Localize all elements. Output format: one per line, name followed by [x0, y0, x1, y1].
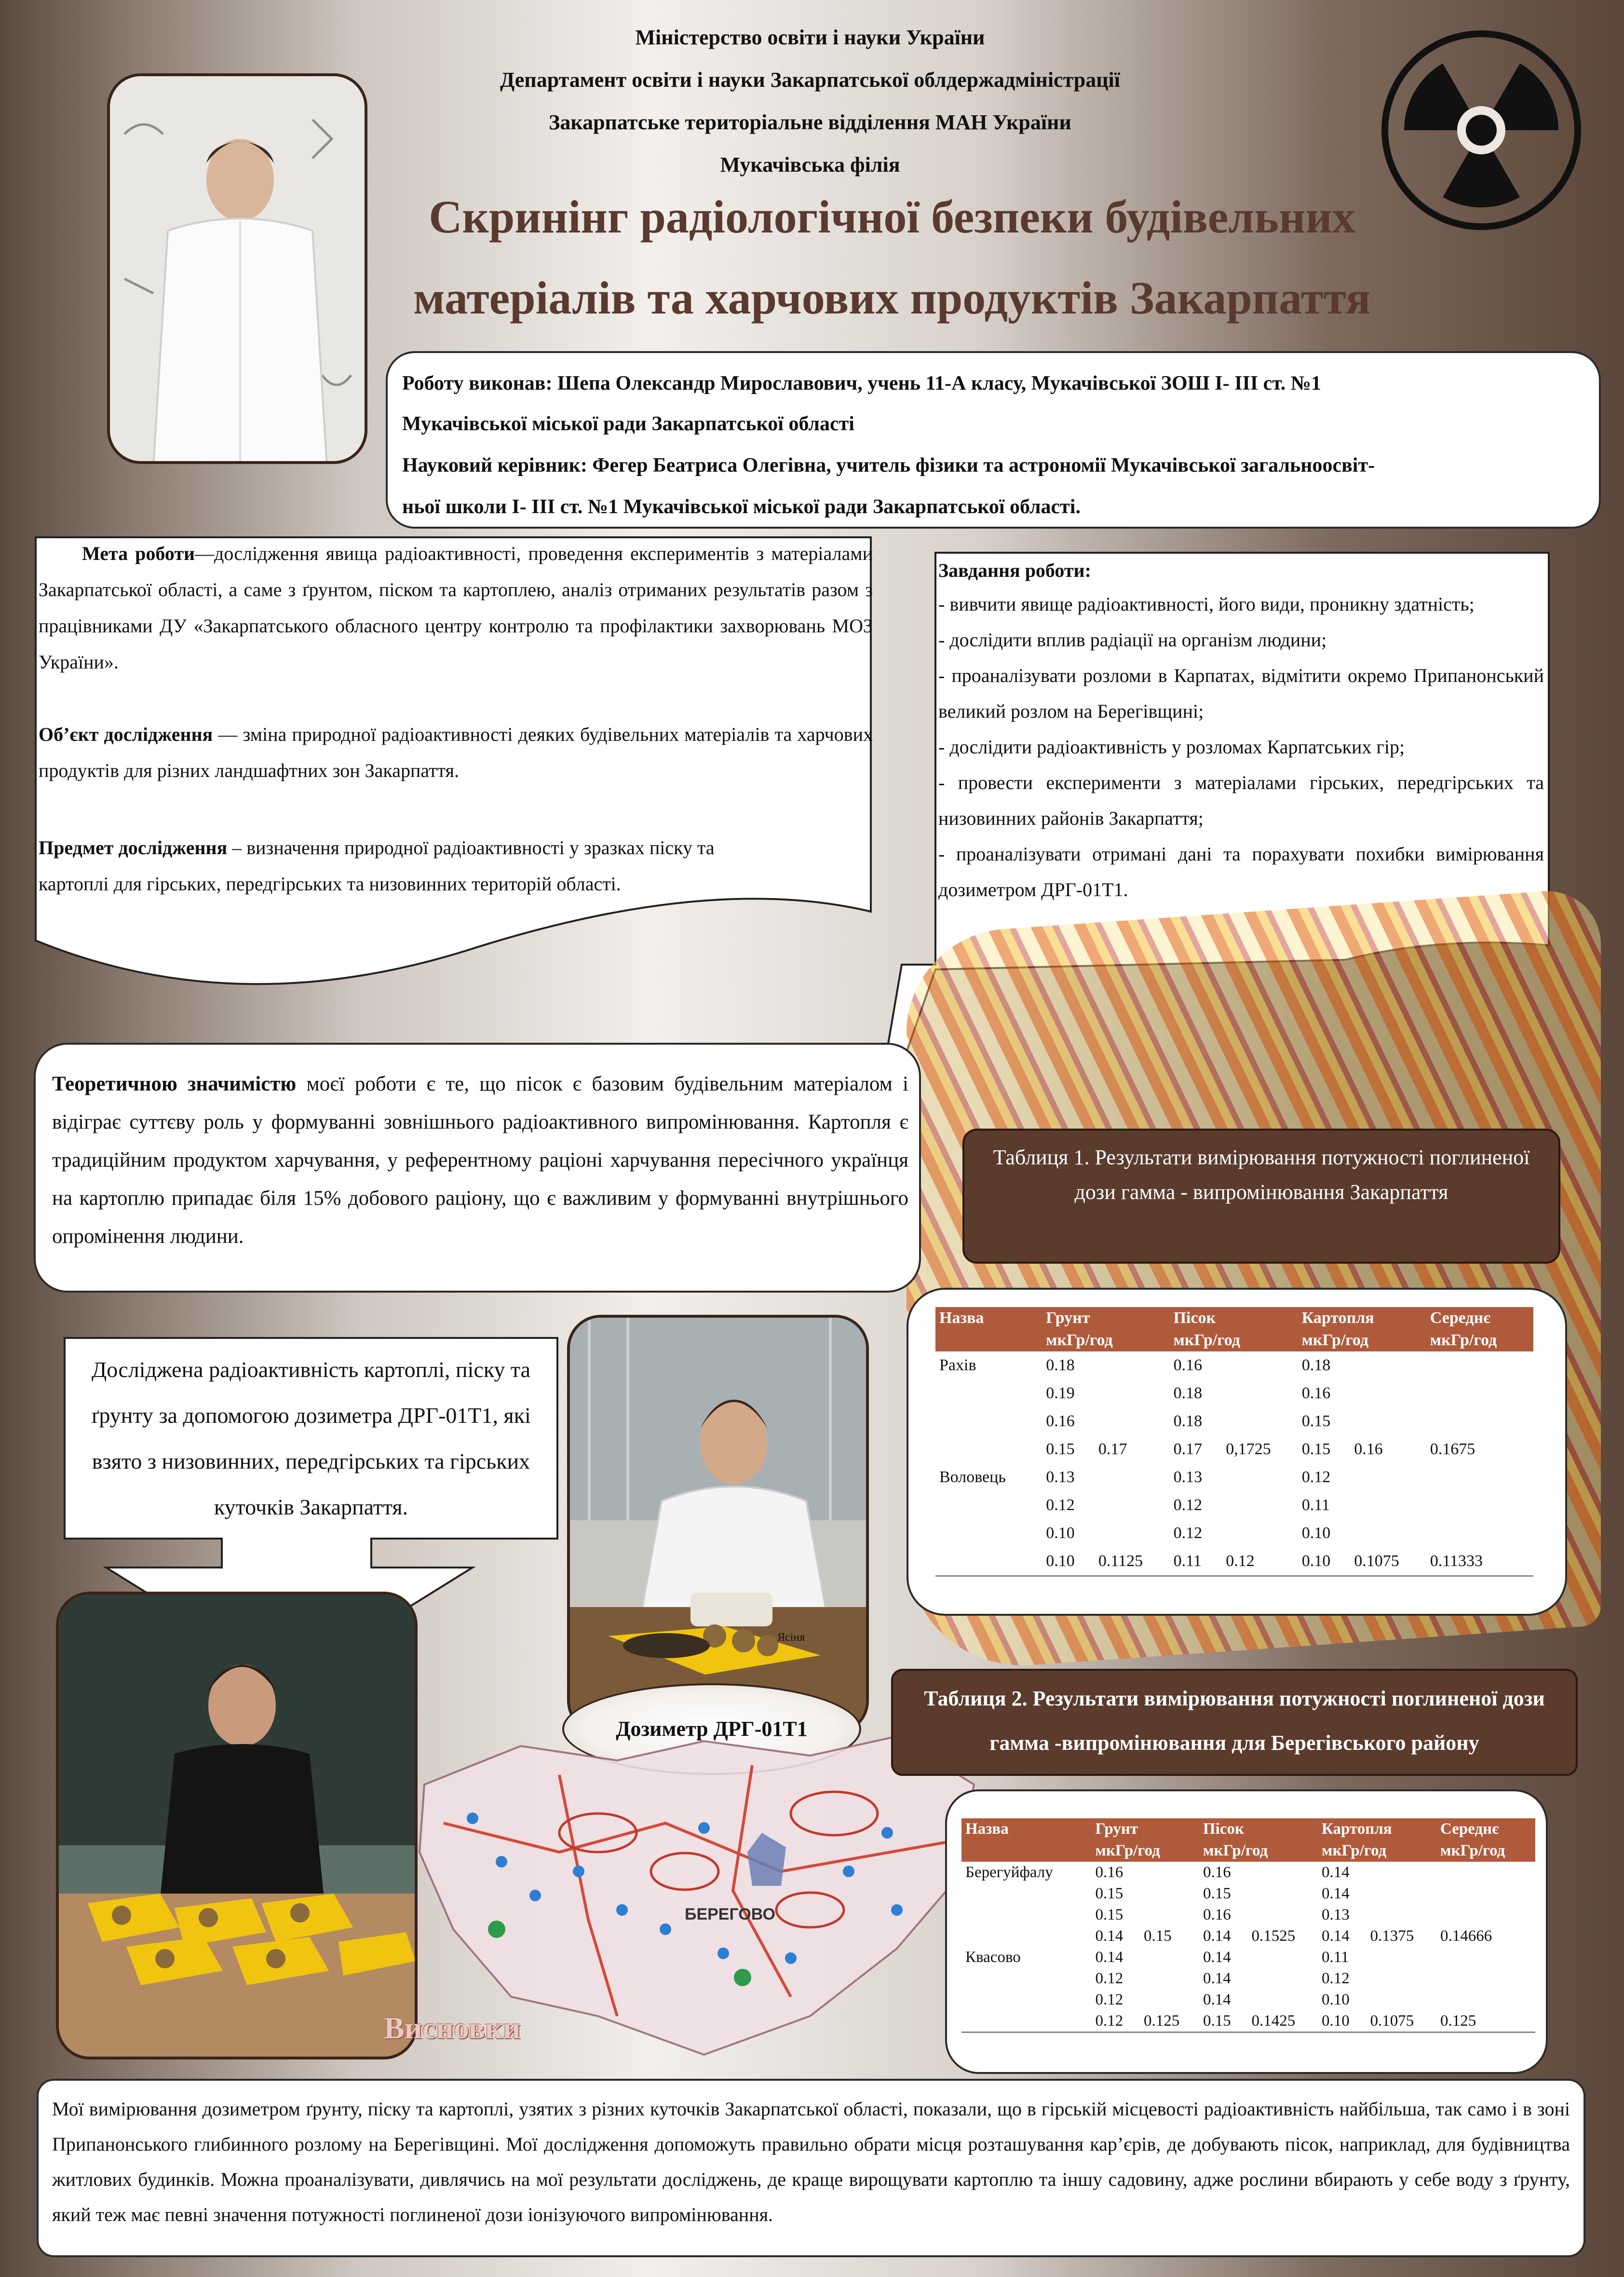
table-cell: 0.1525 — [1251, 1927, 1296, 1945]
table-cell — [1426, 1379, 1533, 1407]
table-cell: 0.15 — [1301, 1440, 1331, 1458]
table-cell — [1222, 1351, 1298, 1379]
table-cell: 0.14 — [1095, 1927, 1123, 1945]
table-cell — [1095, 1351, 1170, 1379]
table-row — [935, 1351, 1533, 1379]
table-cell: 0.14 — [1095, 1948, 1123, 1966]
table-cell — [1367, 1968, 1436, 1989]
task-item: - вивчити явище радіоактивності, його види, проникну здатність; — [938, 593, 1475, 615]
table-row — [961, 1989, 1535, 2010]
table-cell: 0.18 — [1301, 1356, 1331, 1374]
task-item: - провести експерименти з матеріалами гірських, передгірських та низовинних районів Закарпаття; — [938, 772, 1544, 829]
radiation-icon — [1380, 29, 1583, 232]
table-cell — [1367, 1904, 1436, 1925]
author-line2: Мукачівської міської ради Закарпатської області — [402, 413, 854, 435]
table-row — [961, 1925, 1535, 1947]
goal-label: Мета роботи — [82, 543, 195, 564]
table-cell: Квасово — [965, 1948, 1021, 1966]
table-cell — [1426, 1351, 1533, 1379]
table-row — [961, 2010, 1535, 2032]
sample-label: Ясіня — [777, 1631, 805, 1644]
task-item: - дослідити радіоактивність у розломах Карпатських гір; — [938, 736, 1405, 758]
table2-caption: Таблиця 2. Результати вимірювання потужності поглиненої дози гамма -випромінювання для Берегівського району — [891, 1669, 1578, 1776]
table-cell — [1426, 1491, 1533, 1519]
table-row — [935, 1379, 1533, 1407]
table-cell: 0.14666 — [1440, 1927, 1492, 1945]
table-cell: 0.11 — [1173, 1552, 1202, 1570]
table-cell — [1095, 1519, 1170, 1547]
table-cell — [1140, 1947, 1199, 1968]
table-cell — [1367, 1883, 1436, 1904]
table-cell: Воловець — [939, 1468, 1006, 1486]
table-cell: 0.12 — [1173, 1496, 1203, 1514]
table-cell — [935, 1491, 1042, 1519]
col-header: Пісок — [1199, 1818, 1318, 1840]
table-row — [935, 1519, 1533, 1547]
col-unit: мкГр/год — [1426, 1329, 1533, 1351]
table-cell — [961, 2010, 1092, 2032]
table-cell — [1248, 1904, 1318, 1925]
table-cell: 0.10 — [1322, 2012, 1350, 2030]
object-label: Об’єкт дослідження — [39, 723, 213, 745]
table-cell: 0.15 — [1144, 1927, 1172, 1945]
col-header: Грунт — [1042, 1307, 1169, 1329]
table-cell — [1350, 1491, 1426, 1519]
author-photo — [107, 73, 367, 464]
table-cell: 0.14 — [1203, 1969, 1231, 1987]
table-cell: 0.1075 — [1370, 2012, 1414, 2030]
table-cell: 0.14 — [1322, 1927, 1350, 1945]
table-cell: 0.14 — [1203, 1991, 1231, 2008]
table-cell: 0.1375 — [1370, 1927, 1414, 1945]
table-cell — [1095, 1463, 1170, 1491]
table-cell: 0.10 — [1301, 1552, 1331, 1570]
goal-text: —дослідження явища радіоактивності, проведення експериментів з матеріалами Закарпатської області, а саме з ґрунтом, піском та картоплею, аналіз отриманих результатів разом з працівниками ДУ «Закарпатського обласного центру контролю та профілактики захворювань МОЗ України». — [39, 543, 873, 673]
table-cell — [1436, 1883, 1535, 1904]
conclusions-box — [37, 2079, 1585, 2257]
poster-title-line2: матеріалів та харчових продуктів Закарпаття — [413, 272, 1371, 324]
supervisor-line2: ньої школи І- ІІІ ст. №1 Мукачівської міської ради Закарпатської області. — [402, 496, 1081, 518]
table-row — [961, 1883, 1535, 1904]
table-row — [935, 1463, 1533, 1491]
conclusions-title: Висновки — [384, 2011, 521, 2045]
table1-caption: Таблиця 1. Результати вимірювання потужності поглиненої дози гамма - випромінювання Закарпаття — [962, 1129, 1560, 1264]
filial-line: Мукачівська філія — [720, 153, 900, 177]
significance-box — [34, 1043, 921, 1293]
table-cell — [1350, 1379, 1426, 1407]
subject-text: – визначення природної радіоактивності у зразках піску та картоплі для гірських, передгірських та низовинних територій області. — [39, 837, 715, 895]
ministry-line: Міністерство освіти і науки України — [635, 26, 985, 49]
table-cell: 0.18 — [1046, 1356, 1075, 1374]
table-cell — [1222, 1463, 1298, 1491]
col-unit: мкГр/год — [1298, 1329, 1426, 1351]
task-item: - проаналізувати отримані дані та порахувати похибки вимірювання дозиметром ДРГ-01Т1. — [938, 843, 1544, 900]
table-cell — [1367, 1862, 1436, 1883]
table-cell — [1140, 1883, 1199, 1904]
table-cell: 0.13 — [1173, 1468, 1203, 1486]
table-cell — [1222, 1407, 1298, 1435]
table-cell: 0.10 — [1301, 1524, 1331, 1542]
table-cell — [1140, 1968, 1199, 1989]
table-cell — [1222, 1519, 1298, 1547]
table-cell — [1350, 1407, 1426, 1435]
tasks-title: Завдання роботи: — [938, 559, 1091, 581]
table-cell — [1426, 1519, 1533, 1547]
table-cell: 0.12 — [1173, 1524, 1203, 1542]
task-item: - дослідити вплив радіації на організм людини; — [938, 629, 1327, 651]
table-cell: 0.16 — [1354, 1440, 1383, 1458]
table-cell: 0.17 — [1098, 1440, 1127, 1458]
table-cell — [1350, 1351, 1426, 1379]
table-cell — [1248, 1989, 1318, 2010]
table-cell — [961, 1968, 1092, 1989]
table-row — [935, 1407, 1533, 1435]
table-cell: 0.18 — [1173, 1412, 1203, 1430]
table-cell — [1248, 1947, 1318, 1968]
table-cell: 0.15 — [1301, 1412, 1331, 1430]
table-cell: 0.11 — [1322, 1948, 1349, 1966]
table-cell: 0.125 — [1440, 2012, 1476, 2030]
table2 — [961, 1818, 1535, 2033]
table-cell: 0.10 — [1046, 1524, 1075, 1542]
table-cell: 0.12 — [1095, 1969, 1123, 1987]
callout-text: Досліджена радіоактивність картоплі, піску та ґрунту за допомогою дозиметра ДРГ-01Т1, які взято з низовинних, передгірських та гірських куточків Закарпаття. — [91, 1357, 531, 1519]
table-cell — [961, 1989, 1092, 2010]
table-row — [961, 1862, 1535, 1883]
significance-text: моєї роботи є те, що пісок є базовим будівельним матеріалом і відіграє суттєву роль у формуванні зовнішнього радіоактивного випромінювання. Картопля є традиційним продуктом харчування, у референтному раціоні харчування пересічного українця на картоплю припадає біля 15% добового раціону, що є важливим у формуванні внутрішнього опромінення людини. — [52, 1073, 908, 1248]
col-header: Картопля — [1298, 1307, 1426, 1329]
samples-photo — [56, 1592, 418, 2059]
author-box — [386, 351, 1601, 529]
table-cell: 0.15 — [1203, 2012, 1231, 2030]
table-cell — [1095, 1407, 1170, 1435]
table-cell — [935, 1379, 1042, 1407]
table-cell — [1436, 1968, 1535, 1989]
table2-box — [945, 1789, 1548, 2074]
table-cell: 0.16 — [1203, 1863, 1231, 1881]
supervisor-line1: Науковий керівник: Фегер Беатриса Олегівна, учитель фізики та астрономії Мукачівської загальноосвіт- — [402, 454, 1375, 477]
table-cell — [935, 1435, 1042, 1463]
table-cell: 0.14 — [1203, 1948, 1231, 1966]
table-cell: 0,1725 — [1226, 1440, 1271, 1458]
col-header: Грунт — [1092, 1818, 1200, 1840]
table-cell: 0.10 — [1322, 1991, 1350, 2008]
table-cell — [1350, 1519, 1426, 1547]
table-cell — [961, 1904, 1092, 1925]
table-cell — [1140, 1904, 1199, 1925]
conclusions-text: Мої вимірювання дозиметром ґрунту, піску та картоплі, узятих з різних куточків Закарпатської області, показали, що в гірській місцевості радіоактивність найбільша, так само і в зоні Припанонського глибинного розлому на Берегівщині. Мої дослідження допоможуть правильно обрати місця розташування кар’єрів, де добувають пісок, наприклад, для будівництва житлових будинків. Можна проаналізувати, дивлячись на мої результати досліджень, де краще вирощувати картоплю та іншу садовину, адже рослини вбирають у себе воду з ґрунту, який теж має певні значення потужності поглиненої дози іонізуючого випромінювання. — [52, 2098, 1570, 2225]
table-cell — [1436, 1904, 1535, 1925]
table-cell — [1095, 1379, 1170, 1407]
table-row — [935, 1435, 1533, 1463]
table-cell — [1367, 1947, 1436, 1968]
table-cell: 0.1125 — [1098, 1552, 1143, 1570]
col-unit: мкГр/год — [1199, 1840, 1318, 1862]
table1-box — [907, 1288, 1567, 1616]
table-cell: 0.11 — [1301, 1496, 1330, 1514]
table-cell — [1426, 1463, 1533, 1491]
man-branch-line: Закарпатське територіальне відділення МАН України — [549, 110, 1071, 134]
table-cell: 0.16 — [1046, 1412, 1075, 1430]
table-cell: 0.16 — [1173, 1356, 1203, 1374]
table-row — [961, 1947, 1535, 1968]
table-cell: 0.15 — [1046, 1440, 1075, 1458]
goal-box — [34, 535, 873, 998]
table-cell — [1436, 1989, 1535, 2010]
table-cell: 0.15 — [1095, 1884, 1123, 1902]
col-header: Середнє — [1436, 1818, 1535, 1840]
dosimeter-photo — [567, 1315, 869, 1734]
col-unit: мкГр/год — [1170, 1329, 1298, 1351]
table-row — [961, 1904, 1535, 1925]
table-cell: 0.12 — [1046, 1496, 1075, 1514]
table-cell — [961, 1883, 1092, 1904]
table-cell: 0.16 — [1301, 1384, 1331, 1402]
col-header: Картопля — [1318, 1818, 1436, 1840]
table-cell: 0.12 — [1322, 1969, 1350, 1987]
table-cell: 0.17 — [1173, 1440, 1203, 1458]
table-cell: 0.12 — [1095, 2012, 1123, 2030]
significance-label: Теоретичною значимістю — [52, 1073, 297, 1095]
table-cell: Рахів — [939, 1356, 976, 1374]
table1 — [935, 1307, 1533, 1577]
table-cell: 0.12 — [1095, 1991, 1123, 2008]
table-cell — [961, 1925, 1092, 1947]
table-cell — [1140, 1989, 1199, 2010]
table-cell — [1248, 1883, 1318, 1904]
table-cell — [935, 1547, 1042, 1576]
table-cell: 0.13 — [1046, 1468, 1075, 1486]
table-cell — [1140, 1862, 1199, 1883]
table-cell — [935, 1519, 1042, 1547]
table-cell — [1095, 1491, 1170, 1519]
table-cell — [1222, 1491, 1298, 1519]
col-unit: мкГр/год — [1436, 1840, 1535, 1862]
table-cell: 0.10 — [1046, 1552, 1075, 1570]
table-cell: 0.14 — [1203, 1927, 1231, 1945]
task-item: - проаналізувати розломи в Карпатах, відмітити окремо Припанонський великий розлом на Берегівщині; — [938, 665, 1544, 722]
table-cell: 0.15 — [1203, 1884, 1231, 1902]
table-cell — [1436, 1862, 1535, 1883]
dosimeter-label: Дозиметр ДРГ-01Т1 — [562, 1683, 861, 1775]
col-header: Назва — [961, 1818, 1092, 1840]
table-cell: 0.16 — [1095, 1863, 1123, 1881]
author-line1: Роботу виконав: Шепа Олександр Мирославович, учень 11-А класу, Мукачівської ЗОШ І- ІІІ ст. №1 — [402, 372, 1321, 395]
table-cell: 0.13 — [1322, 1906, 1350, 1923]
table-cell: 0.16 — [1203, 1906, 1231, 1923]
table-cell — [1248, 1862, 1318, 1883]
table-cell — [1367, 1989, 1436, 2010]
table-cell — [1248, 1968, 1318, 1989]
col-header: Пісок — [1170, 1307, 1298, 1329]
col-unit: мкГр/год — [1092, 1840, 1200, 1862]
map-city-label: БЕРЕГОВО — [685, 1905, 775, 1923]
col-header: Назва — [935, 1307, 1042, 1329]
col-unit: мкГр/год — [1042, 1329, 1169, 1351]
object-text: — зміна природної радіоактивності деяких будівельних матеріалів та харчових продуктів для різних ландшафтних зон Закарпаття. — [39, 723, 873, 781]
table-cell: 0.11333 — [1430, 1552, 1483, 1570]
subject-label: Предмет дослідження — [39, 837, 228, 859]
table-cell: 0.15 — [1095, 1906, 1123, 1923]
table-cell: 0.12 — [1226, 1552, 1255, 1570]
table-cell: 0.12 — [1301, 1468, 1331, 1486]
table-cell — [935, 1407, 1042, 1435]
table-cell: 0.1425 — [1251, 2012, 1296, 2030]
table-cell: 0.125 — [1144, 2012, 1180, 2030]
department-line: Департамент освіти і науки Закарпатської облдержадміністрації — [500, 68, 1120, 92]
table-cell — [1436, 1947, 1535, 1968]
table-cell: 0.14 — [1322, 1863, 1350, 1881]
table-cell: Берегуйфалу — [965, 1863, 1053, 1881]
table-cell — [1426, 1407, 1533, 1435]
table-row — [935, 1491, 1533, 1519]
table-row — [935, 1547, 1533, 1576]
table-cell: 0.18 — [1173, 1384, 1203, 1402]
col-unit: мкГр/год — [1318, 1840, 1436, 1862]
col-header: Середнє — [1426, 1307, 1533, 1329]
table-cell — [1222, 1379, 1298, 1407]
table-cell: 0.14 — [1322, 1884, 1350, 1902]
table-cell — [1350, 1463, 1426, 1491]
table-row — [961, 1968, 1535, 1989]
poster-title-line1: Скринінг радіологічної безпеки будівельних — [429, 191, 1355, 243]
table-cell: 0.19 — [1046, 1384, 1075, 1402]
table-cell: 0.1075 — [1354, 1552, 1399, 1570]
table-cell: 0.1675 — [1430, 1440, 1475, 1458]
